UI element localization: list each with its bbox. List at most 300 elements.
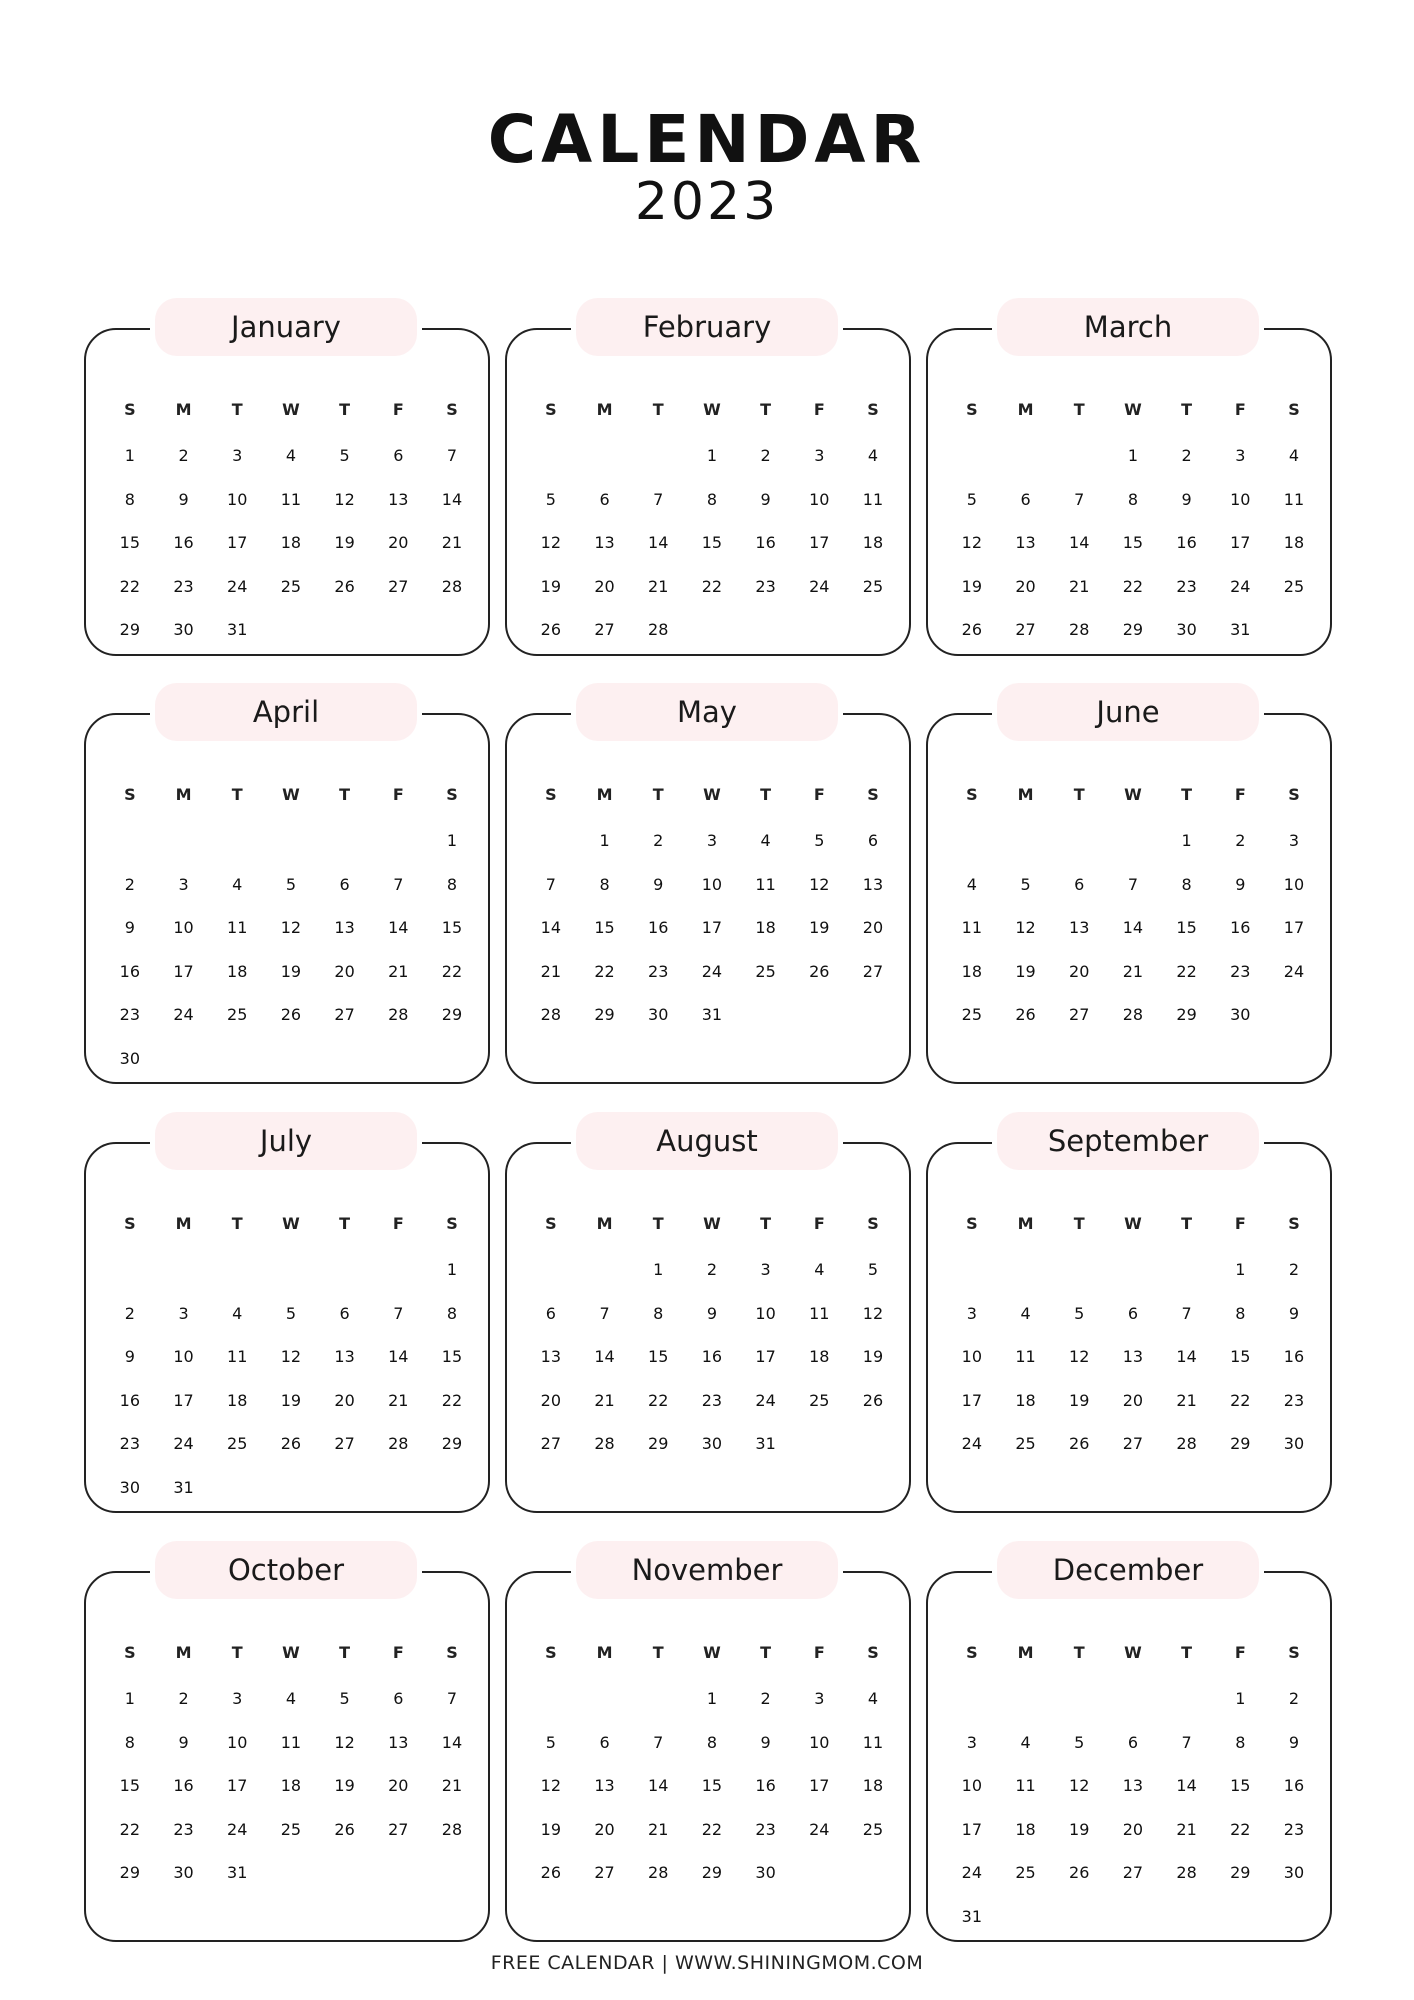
day-cell: 19 — [1069, 1819, 1090, 1839]
day-cell: 12 — [862, 1303, 884, 1323]
day-cell: 8 — [1235, 1732, 1246, 1752]
weekday-header: F — [813, 1643, 825, 1662]
empty-cell — [945, 1248, 999, 1292]
day-cell: 4 — [867, 1689, 879, 1708]
weekday-header: W — [282, 1643, 300, 1662]
day-cell: 17 — [961, 1390, 983, 1410]
weekday-header: T — [339, 400, 351, 419]
weekday-header: T — [1073, 1643, 1085, 1662]
weekday-header: S — [545, 785, 557, 804]
empty-cell — [631, 434, 685, 478]
day-cell: 25 — [755, 961, 776, 981]
day-cell: 6 — [339, 874, 350, 894]
day-cell: 17 — [173, 1390, 194, 1410]
weekday-header: T — [1181, 1643, 1193, 1662]
day-cell: 17 — [227, 1776, 248, 1795]
day-cell: 6 — [599, 1732, 610, 1752]
day-cell: 22 — [1230, 1390, 1251, 1410]
day-cell: 23 — [755, 576, 776, 596]
day-cell: 30 — [1176, 620, 1197, 639]
weekday-header: T — [231, 1214, 243, 1233]
day-cell: 18 — [227, 1390, 248, 1410]
day-cell: 19 — [540, 576, 562, 596]
day-cell: 20 — [1122, 1819, 1144, 1839]
day-cell: 24 — [755, 1390, 776, 1410]
day-cell: 9 — [760, 489, 771, 509]
day-cell: 14 — [1122, 918, 1144, 937]
day-cell: 21 — [1176, 1390, 1197, 1410]
day-cell: 10 — [227, 1732, 248, 1752]
day-cell: 11 — [227, 1347, 248, 1366]
day-cell: 11 — [1283, 489, 1305, 509]
day-cell: 14 — [388, 1347, 409, 1366]
day-cell: 12 — [1069, 1347, 1090, 1366]
day-grid — [103, 386, 479, 652]
day-cell: 17 — [1230, 533, 1251, 552]
day-cell: 3 — [178, 1303, 189, 1323]
weekday-header: S — [1288, 1643, 1300, 1662]
day-cell: 22 — [1122, 576, 1144, 596]
day-grid — [103, 771, 479, 1080]
day-cell: 16 — [1230, 918, 1251, 937]
day-cell: 13 — [594, 1776, 615, 1795]
day-cell: 5 — [285, 874, 296, 894]
day-cell: 6 — [1127, 1732, 1138, 1752]
day-cell: 22 — [1230, 1819, 1251, 1839]
empty-cell — [318, 1248, 372, 1292]
day-cell: 30 — [173, 1863, 194, 1882]
day-cell: 20 — [388, 1776, 409, 1795]
day-cell: 11 — [961, 918, 983, 937]
day-grid — [524, 386, 900, 652]
day-cell: 2 — [1181, 446, 1192, 465]
day-cell: 31 — [227, 620, 248, 639]
day-cell: 31 — [961, 1906, 983, 1926]
day-cell: 5 — [814, 831, 825, 850]
month-name: August — [576, 1112, 838, 1170]
day-cell: 21 — [594, 1390, 615, 1410]
day-cell: 26 — [540, 620, 562, 639]
day-cell: 31 — [1230, 620, 1251, 639]
weekday-header: W — [282, 400, 300, 419]
day-cell: 7 — [1074, 489, 1085, 509]
day-cell: 9 — [124, 1347, 135, 1366]
empty-cell — [1052, 819, 1106, 863]
day-cell: 4 — [1020, 1303, 1031, 1323]
day-cell: 6 — [1020, 489, 1031, 509]
weekday-header: T — [760, 1214, 772, 1233]
day-cell: 15 — [119, 533, 141, 552]
day-cell: 10 — [961, 1347, 983, 1366]
empty-cell — [1160, 1677, 1214, 1721]
day-cell: 25 — [227, 1005, 248, 1024]
day-cell: 26 — [280, 1434, 302, 1453]
weekday-header: S — [1288, 785, 1300, 804]
day-cell: 20 — [1122, 1390, 1144, 1410]
day-cell: 9 — [1181, 489, 1192, 509]
day-cell: 27 — [388, 576, 409, 596]
weekday-header: T — [1073, 1214, 1085, 1233]
empty-cell — [945, 1677, 999, 1721]
page-year: 2023 — [634, 172, 780, 232]
day-cell: 6 — [393, 1689, 404, 1708]
day-cell: 8 — [446, 1303, 458, 1323]
day-cell: 5 — [545, 489, 556, 509]
weekday-header: W — [282, 1214, 300, 1233]
day-cell: 10 — [227, 489, 248, 509]
empty-cell — [264, 819, 318, 863]
day-cell: 3 — [814, 1689, 825, 1708]
day-cell: 19 — [1069, 1390, 1090, 1410]
day-cell: 14 — [441, 489, 463, 509]
day-cell: 6 — [393, 446, 404, 465]
day-cell: 1 — [446, 831, 458, 850]
day-cell: 12 — [280, 1347, 302, 1366]
day-cell: 17 — [701, 918, 723, 937]
weekday-header: W — [282, 785, 300, 804]
day-cell: 22 — [701, 576, 723, 596]
day-cell: 2 — [706, 1260, 717, 1279]
day-cell: 22 — [119, 1819, 141, 1839]
day-cell: 15 — [648, 1347, 669, 1366]
day-cell: 30 — [173, 620, 194, 639]
day-cell: 23 — [755, 1819, 776, 1839]
month-name: May — [576, 683, 838, 741]
day-grid — [945, 1629, 1321, 1938]
day-cell: 8 — [446, 874, 458, 894]
day-cell: 11 — [1015, 1347, 1036, 1366]
weekday-header: S — [545, 400, 557, 419]
day-cell: 26 — [961, 620, 983, 639]
day-cell: 28 — [1122, 1005, 1144, 1024]
empty-cell — [210, 819, 264, 863]
day-cell: 6 — [339, 1303, 350, 1323]
day-cell: 2 — [178, 446, 189, 465]
day-cell: 9 — [706, 1303, 717, 1323]
month-name: October — [155, 1541, 417, 1599]
day-cell: 19 — [540, 1819, 562, 1839]
day-cell: 12 — [809, 874, 830, 894]
day-cell: 29 — [594, 1005, 615, 1024]
day-cell: 18 — [862, 533, 884, 552]
day-cell: 7 — [653, 489, 664, 509]
day-cell: 13 — [1122, 1347, 1144, 1366]
weekday-header: T — [1181, 1214, 1193, 1233]
day-cell: 1 — [706, 1689, 717, 1708]
weekday-header: S — [966, 785, 978, 804]
weekday-header: F — [392, 1214, 404, 1233]
day-cell: 10 — [755, 1303, 776, 1323]
weekday-header: M — [175, 400, 192, 419]
day-cell: 3 — [966, 1732, 977, 1752]
empty-cell — [945, 434, 999, 478]
month-name: March — [997, 298, 1259, 356]
empty-cell — [157, 819, 211, 863]
day-cell: 23 — [1283, 1819, 1305, 1839]
day-cell: 26 — [540, 1863, 562, 1882]
day-cell: 7 — [446, 1689, 458, 1708]
weekday-header: W — [1124, 1214, 1142, 1233]
day-cell: 29 — [119, 1863, 141, 1882]
day-cell: 22 — [594, 961, 615, 981]
weekday-header: S — [124, 785, 136, 804]
weekday-header: T — [652, 1214, 664, 1233]
empty-cell — [103, 819, 157, 863]
day-cell: 19 — [961, 576, 983, 596]
day-cell: 21 — [388, 1390, 409, 1410]
day-cell: 10 — [1230, 489, 1251, 509]
empty-cell — [1106, 819, 1160, 863]
day-cell: 16 — [119, 961, 141, 981]
day-cell: 26 — [809, 961, 830, 981]
day-cell: 27 — [862, 961, 884, 981]
day-cell: 27 — [594, 620, 615, 639]
day-cell: 29 — [648, 1434, 669, 1453]
day-cell: 15 — [594, 918, 615, 937]
day-cell: 10 — [173, 1347, 194, 1366]
day-cell: 16 — [1283, 1776, 1305, 1795]
day-cell: 3 — [760, 1260, 771, 1279]
weekday-header: T — [231, 785, 243, 804]
day-cell: 18 — [862, 1776, 884, 1795]
day-cell: 2 — [1288, 1689, 1300, 1708]
day-cell: 10 — [961, 1776, 983, 1795]
day-cell: 26 — [1015, 1005, 1036, 1024]
day-cell: 29 — [1176, 1005, 1197, 1024]
day-cell: 9 — [760, 1732, 771, 1752]
empty-cell — [1160, 1248, 1214, 1292]
day-cell: 13 — [1122, 1776, 1144, 1795]
day-cell: 24 — [1230, 576, 1251, 596]
day-cell: 8 — [1127, 489, 1138, 509]
day-cell: 13 — [594, 533, 615, 552]
day-cell: 24 — [173, 1434, 194, 1453]
day-cell: 8 — [706, 1732, 717, 1752]
day-cell: 26 — [334, 576, 355, 596]
day-cell: 25 — [1283, 576, 1305, 596]
day-cell: 21 — [441, 1776, 463, 1795]
day-cell: 4 — [232, 1303, 243, 1323]
month-name: February — [576, 298, 838, 356]
day-cell: 27 — [1122, 1863, 1144, 1882]
day-cell: 7 — [599, 1303, 610, 1323]
day-cell: 10 — [173, 918, 194, 937]
weekday-header: F — [813, 785, 825, 804]
weekday-header: S — [867, 1214, 879, 1233]
day-cell: 4 — [232, 874, 243, 894]
day-cell: 27 — [540, 1434, 562, 1453]
day-cell: 21 — [441, 533, 463, 552]
empty-cell — [264, 1248, 318, 1292]
day-cell: 13 — [862, 874, 884, 894]
empty-cell — [318, 819, 372, 863]
empty-cell — [578, 1248, 632, 1292]
month-name: April — [155, 683, 417, 741]
day-cell: 9 — [124, 918, 135, 937]
day-cell: 14 — [594, 1347, 615, 1366]
day-cell: 10 — [701, 874, 723, 894]
day-cell: 23 — [173, 576, 194, 596]
day-cell: 24 — [701, 961, 723, 981]
day-cell: 19 — [1015, 961, 1036, 981]
day-cell: 29 — [441, 1005, 463, 1024]
day-cell: 15 — [701, 533, 723, 552]
day-cell: 11 — [809, 1303, 830, 1323]
day-cell: 17 — [809, 1776, 830, 1795]
day-cell: 14 — [648, 533, 669, 552]
day-cell: 1 — [1127, 446, 1138, 465]
day-cell: 14 — [1176, 1347, 1197, 1366]
day-cell: 1 — [706, 446, 717, 465]
day-cell: 26 — [334, 1819, 355, 1839]
day-cell: 20 — [594, 1819, 615, 1839]
day-grid — [945, 386, 1321, 652]
day-cell: 23 — [119, 1005, 141, 1024]
day-cell: 28 — [1176, 1863, 1197, 1882]
day-cell: 18 — [280, 533, 302, 552]
empty-cell — [524, 1248, 578, 1292]
day-cell: 4 — [1288, 446, 1300, 465]
day-cell: 11 — [227, 918, 248, 937]
weekday-header: M — [175, 785, 192, 804]
weekday-header: M — [596, 1214, 613, 1233]
day-cell: 18 — [280, 1776, 302, 1795]
day-cell: 28 — [1176, 1434, 1197, 1453]
day-cell: 17 — [227, 533, 248, 552]
empty-cell — [1052, 434, 1106, 478]
day-cell: 1 — [1235, 1260, 1246, 1279]
day-cell: 22 — [701, 1819, 723, 1839]
day-cell: 7 — [446, 446, 458, 465]
day-cell: 9 — [1288, 1732, 1300, 1752]
day-cell: 21 — [648, 576, 669, 596]
day-cell: 27 — [594, 1863, 615, 1882]
day-cell: 2 — [124, 1303, 135, 1323]
empty-cell — [631, 1677, 685, 1721]
day-cell: 23 — [119, 1434, 141, 1453]
day-cell: 18 — [1015, 1819, 1036, 1839]
day-cell: 29 — [1122, 620, 1144, 639]
day-cell: 5 — [1074, 1303, 1085, 1323]
weekday-header: W — [703, 1214, 721, 1233]
day-cell: 27 — [334, 1005, 355, 1024]
empty-cell — [999, 1677, 1053, 1721]
day-cell: 15 — [1230, 1776, 1251, 1795]
day-cell: 1 — [446, 1260, 458, 1279]
weekday-header: S — [966, 400, 978, 419]
day-cell: 7 — [545, 874, 556, 894]
day-cell: 6 — [599, 489, 610, 509]
day-cell: 20 — [540, 1390, 562, 1410]
day-cell: 13 — [388, 489, 409, 509]
day-cell: 2 — [760, 446, 771, 465]
day-cell: 2 — [653, 831, 664, 850]
day-cell: 11 — [280, 1732, 302, 1752]
day-cell: 2 — [1235, 831, 1246, 850]
day-cell: 14 — [648, 1776, 669, 1795]
day-cell: 24 — [227, 576, 248, 596]
day-cell: 28 — [441, 576, 463, 596]
day-cell: 12 — [540, 533, 562, 552]
day-cell: 14 — [1176, 1776, 1197, 1795]
day-cell: 29 — [701, 1863, 723, 1882]
day-cell: 20 — [334, 961, 355, 981]
day-cell: 15 — [701, 1776, 723, 1795]
day-cell: 6 — [867, 831, 879, 850]
day-cell: 11 — [862, 489, 884, 509]
weekday-header: S — [446, 400, 458, 419]
day-cell: 11 — [1015, 1776, 1036, 1795]
day-cell: 4 — [1020, 1732, 1031, 1752]
day-cell: 4 — [966, 874, 977, 894]
weekday-header: S — [124, 400, 136, 419]
day-cell: 28 — [648, 620, 669, 639]
day-cell: 30 — [1230, 1005, 1251, 1024]
day-cell: 27 — [1015, 620, 1036, 639]
day-cell: 26 — [280, 1005, 302, 1024]
day-cell: 1 — [599, 831, 610, 850]
empty-cell — [524, 819, 578, 863]
day-cell: 5 — [285, 1303, 296, 1323]
day-cell: 23 — [173, 1819, 194, 1839]
weekday-header: T — [1073, 400, 1085, 419]
day-cell: 22 — [1176, 961, 1197, 981]
day-cell: 7 — [393, 1303, 404, 1323]
day-cell: 28 — [648, 1863, 669, 1882]
weekday-header: S — [1288, 400, 1300, 419]
day-grid — [103, 1200, 479, 1509]
weekday-header: W — [703, 785, 721, 804]
day-cell: 3 — [1288, 831, 1300, 850]
day-cell: 6 — [1074, 874, 1085, 894]
day-cell: 4 — [285, 1689, 296, 1708]
day-cell: 9 — [1288, 1303, 1300, 1323]
day-cell: 13 — [1069, 918, 1090, 937]
empty-cell — [157, 1248, 211, 1292]
day-cell: 18 — [809, 1347, 830, 1366]
day-cell: 19 — [280, 1390, 302, 1410]
empty-cell — [103, 1248, 157, 1292]
day-cell: 13 — [334, 1347, 355, 1366]
day-grid — [524, 771, 900, 1037]
day-cell: 24 — [173, 1005, 194, 1024]
day-cell: 22 — [648, 1390, 669, 1410]
day-cell: 17 — [173, 961, 194, 981]
day-grid — [103, 1629, 479, 1895]
day-cell: 3 — [814, 446, 825, 465]
weekday-header: M — [175, 1643, 192, 1662]
month-name: June — [997, 683, 1259, 741]
day-cell: 5 — [339, 1689, 350, 1708]
day-cell: 20 — [594, 576, 615, 596]
day-cell: 20 — [334, 1390, 355, 1410]
empty-cell — [999, 1248, 1053, 1292]
empty-cell — [371, 819, 425, 863]
day-cell: 29 — [119, 620, 141, 639]
day-cell: 14 — [388, 918, 409, 937]
day-cell: 8 — [1235, 1303, 1246, 1323]
day-cell: 24 — [227, 1819, 248, 1839]
day-cell: 26 — [1069, 1863, 1090, 1882]
day-cell: 13 — [1015, 533, 1036, 552]
day-cell: 18 — [1283, 533, 1305, 552]
day-cell: 28 — [540, 1005, 562, 1024]
empty-cell — [999, 434, 1053, 478]
day-cell: 14 — [1069, 533, 1090, 552]
day-cell: 24 — [809, 1819, 830, 1839]
empty-cell — [1052, 1248, 1106, 1292]
day-cell: 1 — [124, 446, 135, 465]
